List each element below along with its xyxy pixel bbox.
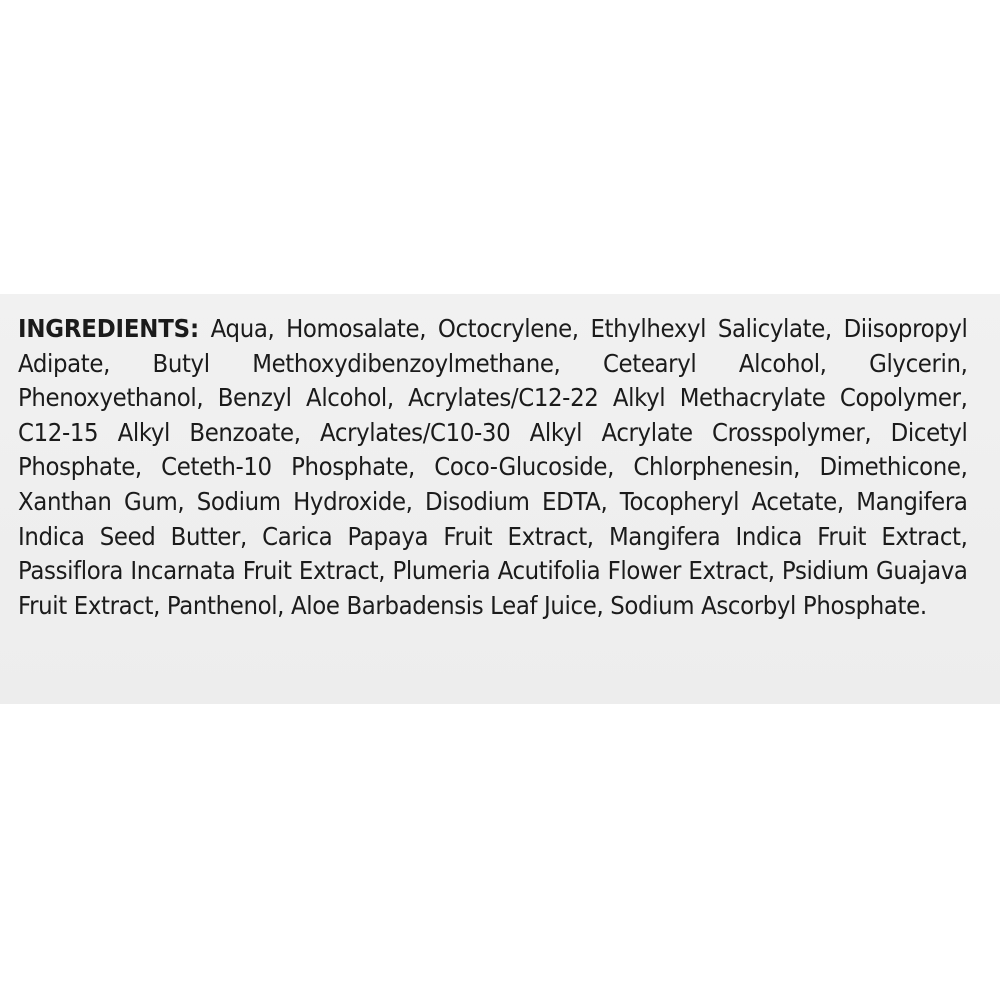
ingredients-heading: INGREDIENTS: — [18, 314, 199, 343]
ingredients-list: Aqua, Homosalate, Octocrylene, Ethylhexyl Salicylate, Diisopropyl Adipate, Butyl Methoxydibenzoylmethane, Cetearyl Alcohol, Glycerin, Phenoxyethanol, Benzyl Alcohol, Acrylates/C12-22 Alkyl Methacrylate Copolymer, C12-15 Alkyl Benzoate, Acrylates/C10-30 Alkyl Acrylate Crosspolymer, Dicetyl Phosphate, Ceteth-10 Phosphate, Coco-Glucoside, Chlorphenesin, Dimethicone, Xanthan Gum, Sodium Hydroxide, Disodium EDTA, Tocopheryl Acetate, Mangifera Indica Seed Butter, Carica Papaya Fruit Extract, Mangifera Indica Fruit Extract, Passiflora Incarnata Fruit Extract, Plumeria Acutifolia Flower Extract, Psidium Guajava Fruit Extract, Panthenol, Aloe Barbadensis Leaf Juice, Sodium Ascorbyl Phosphate. — [18, 314, 968, 620]
ingredients-label-panel — [0, 294, 1000, 704]
ingredients-paragraph — [18, 312, 968, 623]
